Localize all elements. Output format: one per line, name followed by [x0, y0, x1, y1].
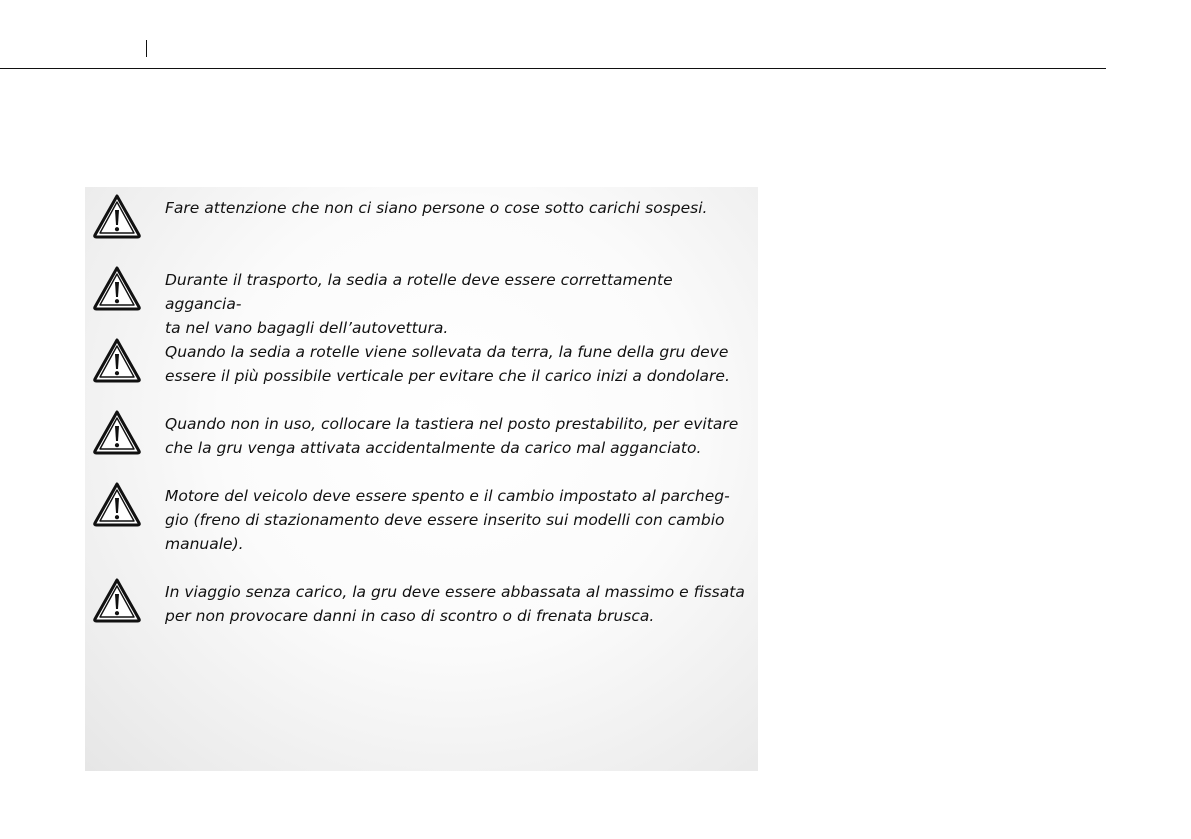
warning-text: Durante il trasporto, la sedia a rotelle deve essere correttamente aggancia- ta nel vano bagagli dell’autovettura. — [165, 271, 673, 337]
warning-panel — [85, 187, 758, 771]
warning-triangle-icon — [92, 337, 142, 383]
warning-text: Quando la sedia a rotelle viene sollevata da terra, la fune della gru deve essere il più possibile verticale per evitare che il carico inizi a dondolare. — [165, 343, 730, 385]
warning-triangle-icon — [92, 265, 142, 311]
warning-triangle-icon — [92, 481, 142, 527]
header-margin-tick — [146, 40, 147, 57]
warning-text: Motore del veicolo deve essere spento e il cambio impostato al parcheg- gio (freno di stazionamento deve essere inserito sui modelli con cambio manuale). — [165, 487, 730, 553]
warning-triangle-icon — [92, 577, 142, 623]
warning-text: Quando non in uso, collocare la tastiera nel posto prestabilito, per evitare che la gru venga attivata accidentalmente da carico mal agganciato. — [165, 415, 739, 457]
warning-triangle-icon — [92, 409, 142, 455]
warning-text: In viaggio senza carico, la gru deve essere abbassata al massimo e fissata per non provocare danni in caso di scontro o di frenata brusca. — [165, 583, 745, 625]
warning-text: Fare attenzione che non ci siano persone o cose sotto carichi sospesi. — [165, 199, 708, 217]
header-rule — [0, 68, 1106, 69]
warning-triangle-icon — [92, 193, 142, 239]
